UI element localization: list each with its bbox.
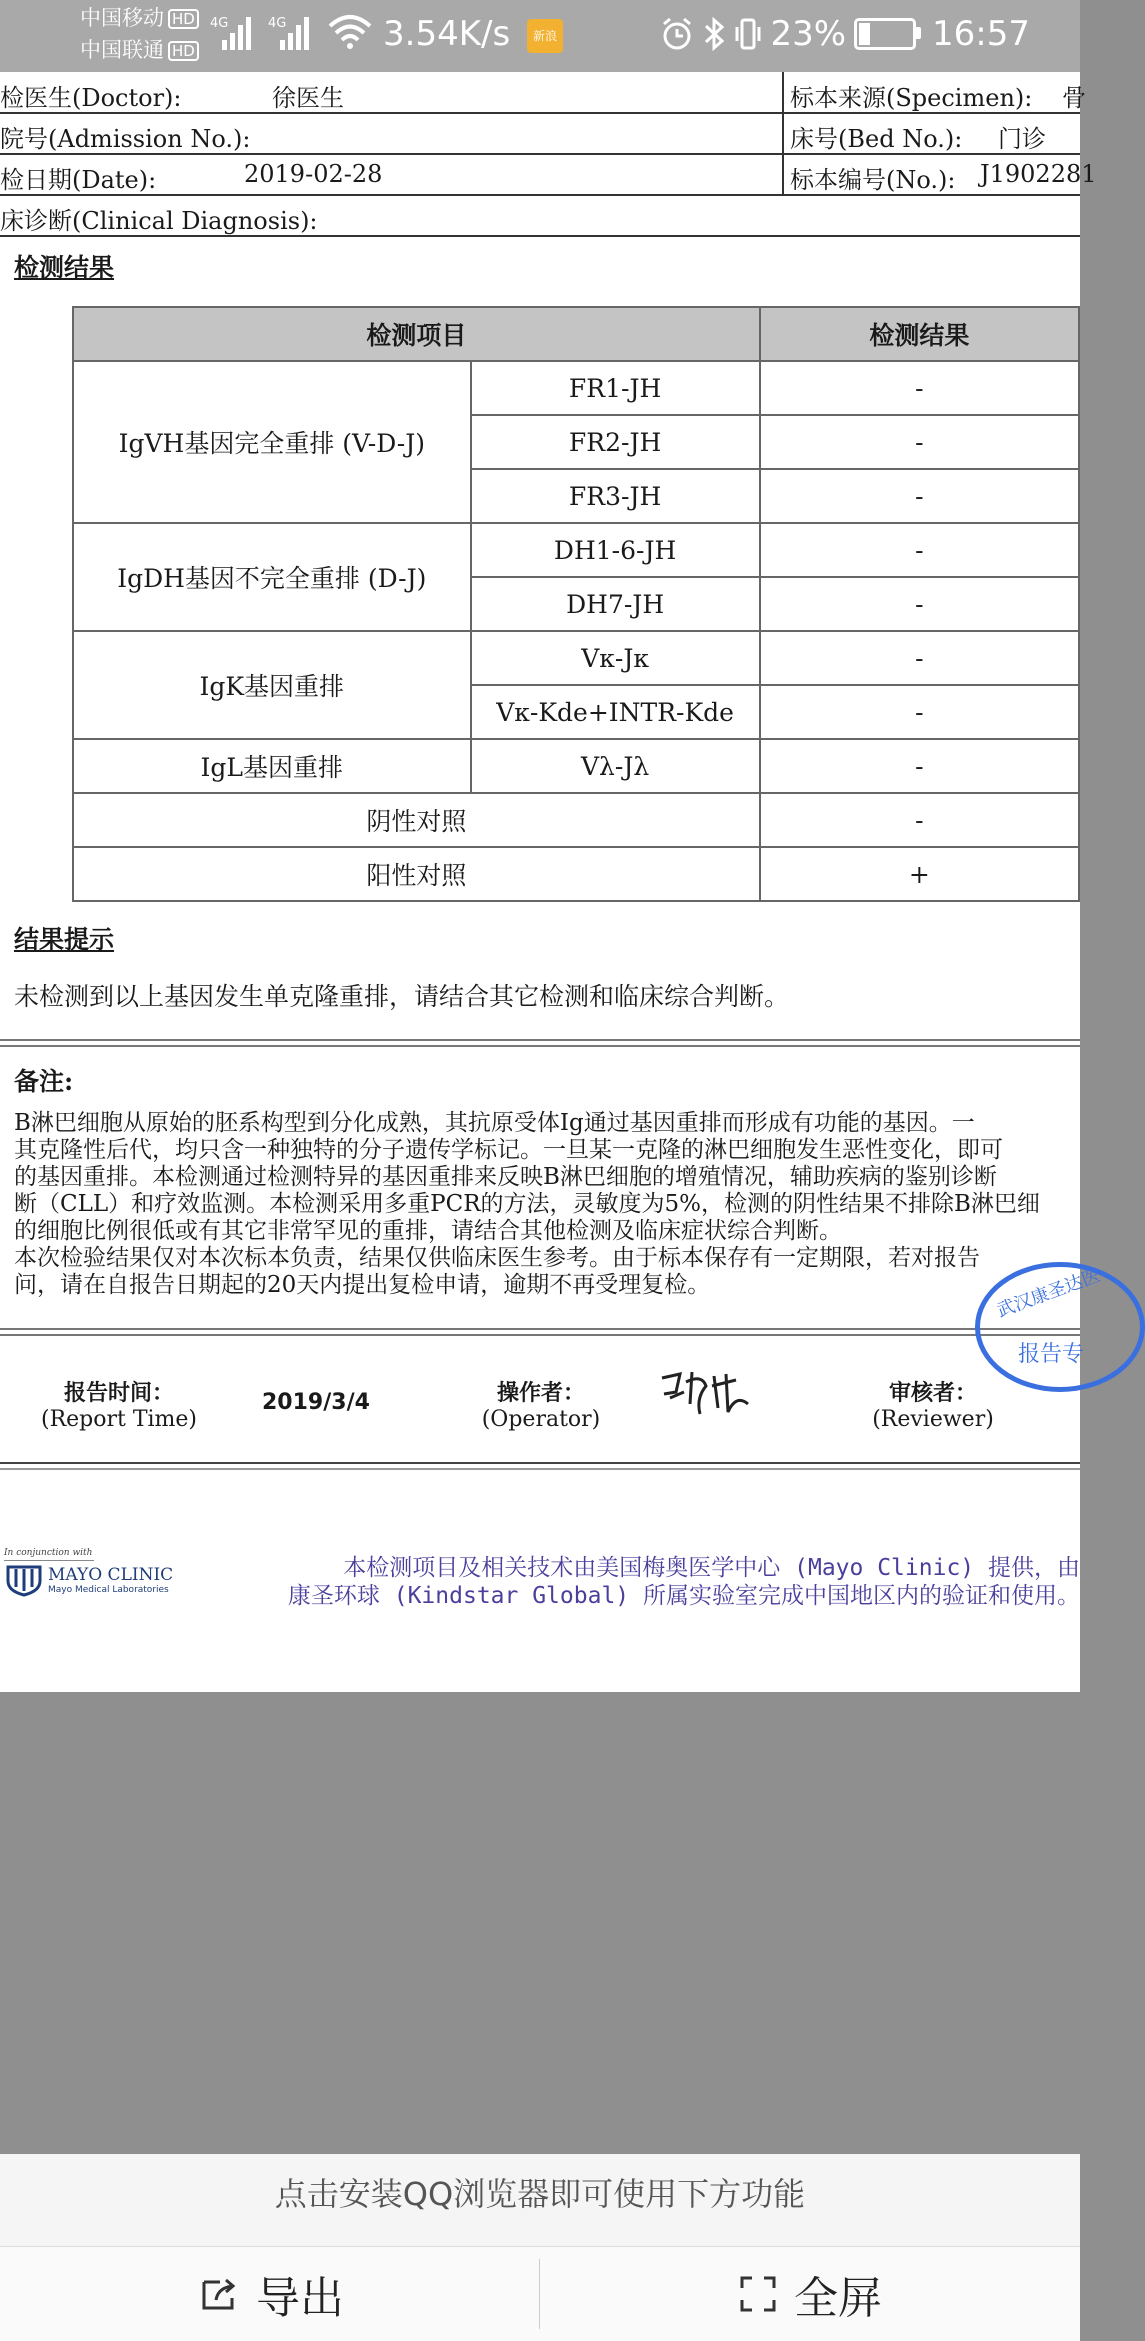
table-row — [73, 631, 1079, 685]
info-row-date — [0, 154, 1097, 196]
reviewer-label: 审核者： — [888, 1381, 977, 1406]
result-cell: - — [760, 793, 1079, 847]
negative-control-label: 阴性对照 — [73, 793, 760, 847]
report-document[interactable] — [0, 72, 1103, 1692]
result-cell: - — [760, 523, 1079, 577]
result-cell: - — [760, 631, 1079, 685]
group-name: IgK基因重排 — [73, 631, 471, 739]
carrier-2: 中国联通 HD — [80, 38, 199, 62]
col-header-result: 检测结果 — [760, 307, 1079, 361]
fullscreen-icon — [738, 2274, 778, 2314]
reviewer-block — [868, 1376, 998, 1432]
specimen-number-label: 标本编号(No.): — [790, 166, 956, 194]
notes-line: 的基因重排。本检测通过检测特异的基因重排来反映B淋巴细胞的增殖情况，辅助疾病的鉴别诊断 — [14, 1164, 997, 1190]
mayo-logo: In conjunction with MAYO CLINIC Mayo Medical Laboratories — [4, 1548, 174, 1595]
group-name: IgDH基因不完全重排 (D-J) — [73, 523, 471, 631]
app-notification-icon: 新浪 — [527, 19, 563, 53]
network-type-1: 4G — [210, 16, 229, 31]
info-divider — [782, 72, 784, 195]
notes-title: 备注: — [14, 1067, 74, 1096]
specimen-value: 骨 — [1062, 84, 1086, 112]
bed-label: 床号(Bed No.): — [790, 125, 963, 153]
mayo-shield-icon — [4, 1563, 44, 1597]
reviewer-en: (Reviewer) — [872, 1407, 994, 1432]
footer-note: 本检测项目及相关技术由美国梅奥医学中心 (Mayo Clinic) 提供，由 康圣环球 (Kindstar Global) 所属实验室完成中国地区内的验证和使用。 — [287, 1555, 1080, 1609]
hint-title: 结果提示 — [14, 925, 115, 954]
alarm-icon — [660, 17, 694, 51]
divider — [0, 1039, 1080, 1047]
hint-text: 未检测到以上基因发生单克隆重排，请结合其它检测和临床综合判断。 — [14, 982, 790, 1011]
sub-item: FR3-JH — [471, 469, 760, 523]
wifi-icon — [328, 14, 372, 50]
specimen-number-value: J1902281 — [980, 160, 1097, 188]
result-cell: + — [760, 847, 1079, 901]
operator-signature — [656, 1364, 756, 1424]
positive-control-label: 阳性对照 — [73, 847, 760, 901]
col-header-item: 检测项目 — [73, 307, 760, 361]
battery-percent: 23% — [770, 14, 847, 54]
results-title: 检测结果 — [14, 253, 115, 282]
operator-en: (Operator) — [481, 1407, 601, 1432]
report-time-label: 报告时间： — [63, 1381, 174, 1406]
qq-browser-prompt[interactable]: 点击安装QQ浏览器即可使用下方功能 — [0, 2154, 1080, 2246]
admission-label: 院号(Admission No.): — [0, 125, 251, 153]
doctor-value: 徐医生 — [272, 84, 344, 112]
notes-line: 断（CLL）和疗效监测。本检测采用多重PCR的方法，灵敏度为5%，检测的阴性结果不排除B淋巴细 — [14, 1191, 1040, 1217]
fullscreen-label: 全屏 — [794, 2273, 882, 2324]
status-right — [660, 14, 1030, 54]
sub-item: FR2-JH — [471, 415, 760, 469]
specimen-label: 标本来源(Specimen): — [790, 84, 1033, 112]
bed-value: 门诊 — [998, 125, 1046, 153]
report-time-value: 2019/3/4 — [262, 1390, 370, 1415]
notes-line: B淋巴细胞从原始的胚系构型到分化成熟，其抗原受体Ig通过基因重排而形成有功能的基因。一 — [14, 1110, 975, 1136]
result-cell: - — [760, 361, 1079, 415]
sub-item: Vλ-Jλ — [471, 739, 760, 793]
notes-line: 其克隆性后代，均只含一种独特的分子遗传学标记。一旦某一克隆的淋巴细胞发生恶性变化，即可 — [14, 1137, 1003, 1163]
notes-line: 问，请在自报告日期起的20天内提出复检申请，逾期不再受理复检。 — [14, 1272, 711, 1298]
table-row-negative-control — [73, 793, 1079, 847]
group-name: IgVH基因完全重排 (V-D-J) — [73, 361, 471, 523]
group-name: IgL基因重排 — [73, 739, 471, 793]
network-type-2: 4G — [268, 16, 287, 31]
network-speed: 3.54K/s — [383, 14, 511, 54]
result-cell: - — [760, 739, 1079, 793]
notes-line: 本次检验结果仅对本次标本负责，结果仅供临床医生参考。由于标本保存有一定期限，若对报告 — [14, 1245, 980, 1271]
table-row — [73, 739, 1079, 793]
date-label: 检日期(Date): — [0, 166, 157, 194]
hospital-stamp: 武汉康圣达医 报告专 — [975, 1262, 1145, 1392]
date-value: 2019-02-28 — [244, 160, 383, 188]
clock: 16:57 — [932, 14, 1030, 54]
doctor-label: 检医生(Doctor): — [0, 84, 182, 112]
result-cell: - — [760, 685, 1079, 739]
sub-item: Vκ-Kde+INTR-Kde — [471, 685, 760, 739]
status-bar — [0, 0, 1080, 72]
fullscreen-button[interactable] — [540, 2247, 1080, 2341]
sub-item: DH1-6-JH — [471, 523, 760, 577]
info-row-diagnosis — [0, 195, 1080, 237]
sub-item: Vκ-Jκ — [471, 631, 760, 685]
table-row — [73, 361, 1079, 415]
operator-label: 操作者： — [496, 1381, 585, 1406]
info-row-admission — [0, 113, 1080, 155]
notes-body — [14, 1110, 1114, 1299]
operator-block — [476, 1376, 606, 1432]
divider — [0, 1328, 1080, 1336]
report-time-block — [34, 1376, 204, 1432]
divider — [0, 1462, 1080, 1470]
diagnosis-label: 床诊断(Clinical Diagnosis): — [0, 207, 318, 235]
bluetooth-icon — [702, 17, 726, 51]
result-cell: - — [760, 577, 1079, 631]
sub-item: DH7-JH — [471, 577, 760, 631]
export-label: 导出 — [256, 2273, 344, 2324]
results-table — [72, 306, 1080, 902]
vibrate-icon — [734, 17, 762, 51]
carrier-1: 中国移动 HD — [80, 6, 199, 30]
report-time-en: (Report Time) — [40, 1407, 198, 1432]
export-icon — [196, 2272, 240, 2316]
export-button[interactable] — [0, 2247, 540, 2341]
table-row — [73, 523, 1079, 577]
bottom-action-bar — [0, 2246, 1080, 2341]
result-cell: - — [760, 469, 1079, 523]
result-cell: - — [760, 415, 1079, 469]
battery-icon — [854, 18, 916, 50]
sub-item: FR1-JH — [471, 361, 760, 415]
info-row-doctor — [0, 72, 1086, 114]
table-row-positive-control — [73, 847, 1079, 901]
notes-line: 的细胞比例很低或有其它非常罕见的重排，请结合其他检测及临床症状综合判断。 — [14, 1218, 842, 1244]
